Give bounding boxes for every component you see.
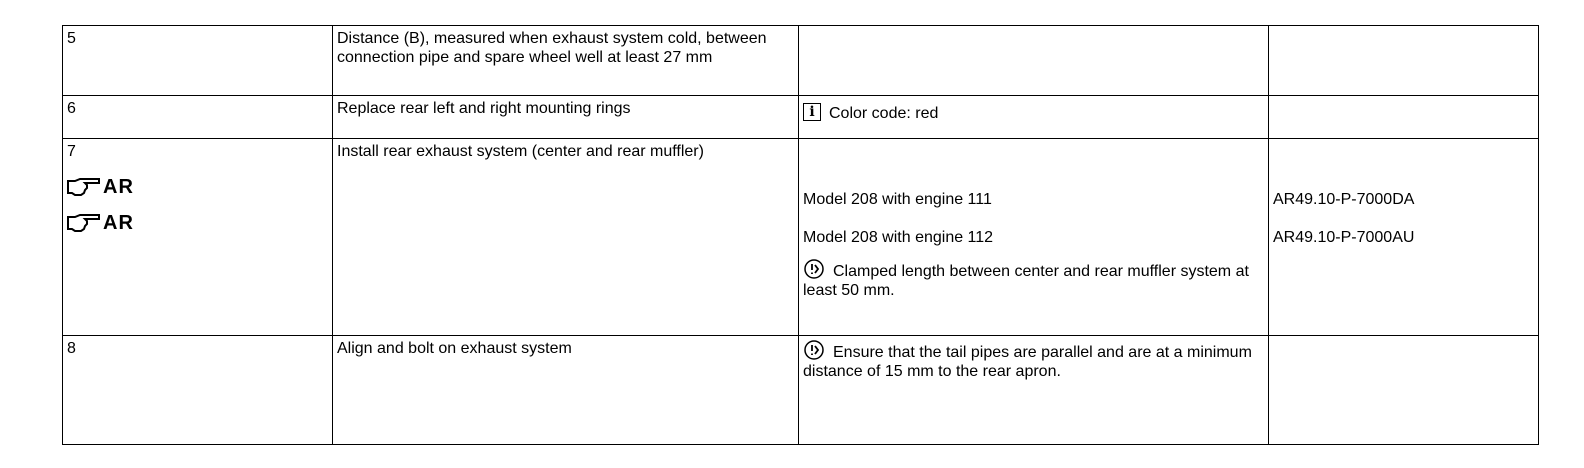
note-text: Color code: red [829, 105, 939, 122]
procedure-table [62, 25, 1539, 445]
action-text: Align and bolt on exhaust system [333, 336, 799, 445]
model-line: Model 208 with engine 111 [803, 190, 992, 208]
pointing-hand-icon [67, 213, 101, 233]
ar-document-ref[interactable]: AR49.10-P-7000AU [1273, 228, 1415, 246]
ar-label: AR [103, 176, 134, 198]
reference-cell [1269, 26, 1539, 96]
step-number: 7 [67, 143, 76, 160]
table-row [63, 139, 1539, 336]
note-text: Clamped length between center and rear muffler system at least 50 mm. [803, 263, 1249, 299]
model-line: Model 208 with engine 112 [803, 228, 994, 246]
table-row [63, 96, 1539, 139]
action-text: Distance (B), measured when exhaust system cold, between connection pipe and spare wheel well at least 27 mm [333, 26, 799, 96]
step-cell [63, 139, 333, 336]
action-text: Install rear exhaust system (center and rear muffler) [333, 139, 799, 336]
reference-cell [1269, 96, 1539, 139]
table-row [63, 336, 1539, 445]
step-number: 5 [63, 26, 333, 96]
ar-reference-link[interactable] [67, 175, 329, 199]
caution-icon [803, 258, 825, 280]
notes-cell [799, 26, 1269, 96]
ar-reference-link[interactable] [67, 211, 329, 235]
caution-icon [803, 339, 825, 361]
ar-document-ref[interactable]: AR49.10-P-7000DA [1273, 190, 1415, 208]
notes-cell [799, 336, 1269, 445]
notes-cell [799, 96, 1269, 139]
pointing-hand-icon [67, 177, 101, 197]
action-text: Replace rear left and right mounting rings [333, 96, 799, 139]
reference-cell [1269, 336, 1539, 445]
step-number: 6 [63, 96, 333, 139]
table-row [63, 26, 1539, 96]
reference-cell [1269, 139, 1539, 336]
info-icon: i [803, 103, 821, 121]
step-number: 8 [63, 336, 333, 445]
ar-label: AR [103, 212, 134, 234]
note-text: Ensure that the tail pipes are parallel and are at a minimum distance of 15 mm to the rear apron. [803, 344, 1252, 380]
notes-cell [799, 139, 1269, 336]
